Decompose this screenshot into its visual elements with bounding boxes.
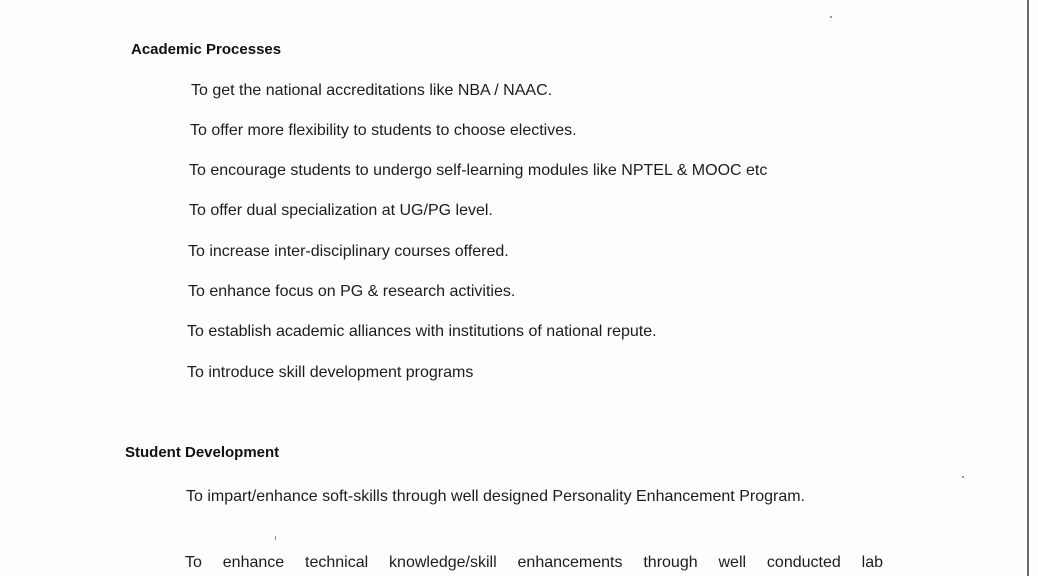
section-heading-student-development: Student Development [125, 444, 280, 461]
paragraph-item: To impart/enhance soft-skills through well designed Personality Enhancement Program. [186, 488, 805, 505]
list-item: To enhance focus on PG & research activities. [188, 283, 516, 300]
scan-speck [962, 476, 964, 478]
scan-speck [830, 16, 832, 18]
list-item: To get the national accreditations like NBA / NAAC. [191, 82, 553, 99]
list-item: To increase inter-disciplinary courses offered. [188, 243, 509, 260]
list-item: To establish academic alliances with institutions of national repute. [187, 323, 657, 340]
page-edge-line [1027, 0, 1029, 576]
list-item: To introduce skill development programs [187, 364, 474, 381]
paragraph-item: To enhance technical knowledge/skill enhancements through well conducted lab [185, 554, 883, 571]
list-item: To encourage students to undergo self-learning modules like NPTEL & MOOC etc [189, 162, 768, 179]
list-item: To offer more flexibility to students to choose electives. [190, 122, 577, 139]
scan-speck [275, 536, 276, 540]
list-item: To offer dual specialization at UG/PG level. [189, 202, 493, 219]
section-heading-academic-processes: Academic Processes [131, 41, 282, 58]
